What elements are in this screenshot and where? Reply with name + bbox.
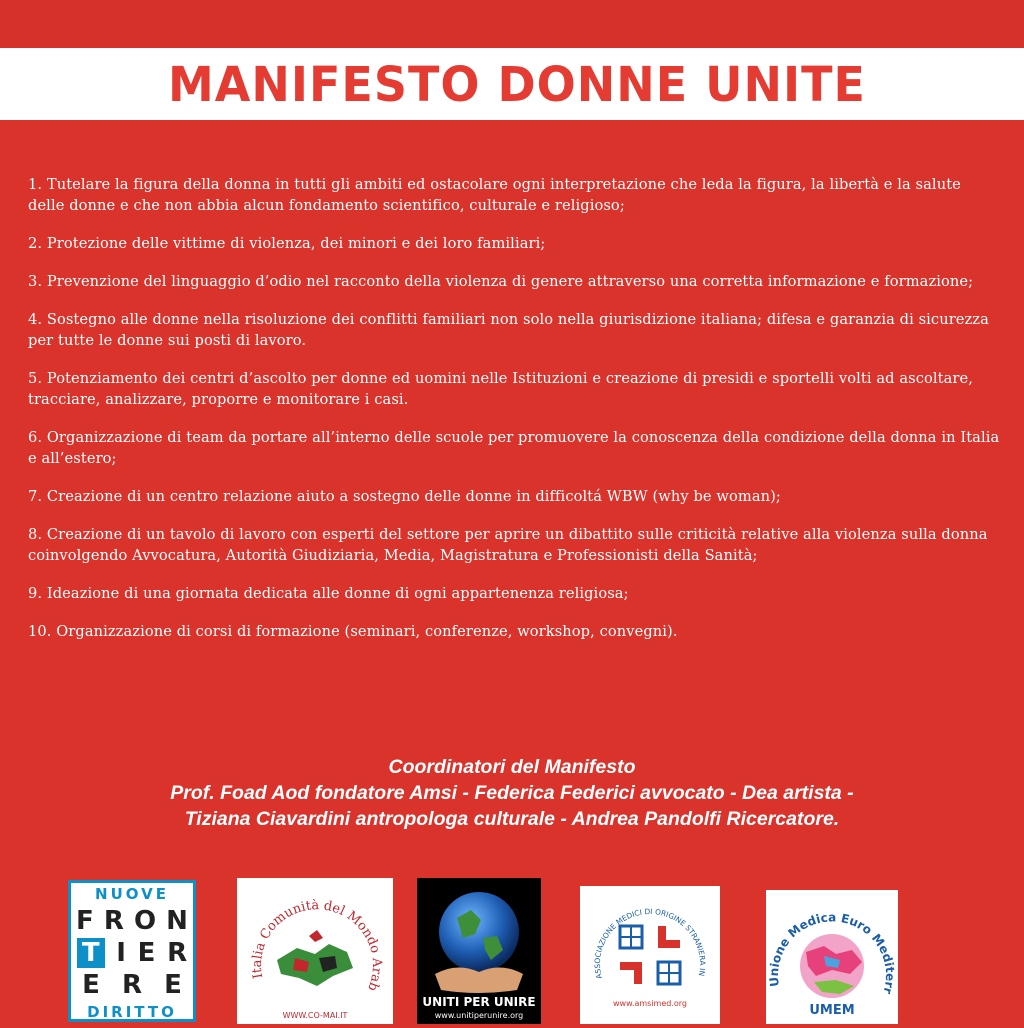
nf-letter: E <box>164 970 182 1000</box>
coordinators-block <box>0 754 1024 832</box>
list-item: 9. Ideazione di una giornata dedicata alle donne di ogni appartenenza religiosa; <box>28 585 629 602</box>
list-item: 2. Protezione delle vittime di violenza, dei minori e dei loro familiari; <box>28 235 546 252</box>
amsi-url: www.amsimed.org <box>613 999 687 1008</box>
uniti-url: www.unitiperunire.org <box>434 1011 524 1020</box>
umem-logo <box>766 890 898 1024</box>
coordinators-line-1: Prof. Foad Aod fondatore Amsi - Federica Federici avvocato - Dea artista - <box>170 782 854 804</box>
top-band <box>0 0 1024 48</box>
nuove-frontiere-logo <box>68 880 196 1022</box>
amsi-cross-icon <box>620 926 680 984</box>
list-item: 3. Prevenzione del linguaggio d’odio nel racconto della violenza di genere attraverso una corretta informazione e formazione; <box>28 273 974 290</box>
nf-letter: I <box>116 938 126 968</box>
amsi-logo <box>580 886 720 1024</box>
list-item: 5. Potenziamento dei centri d’ascolto per donne ed uomini nelle Istituzioni e creazione di presidi e sportelli volti ad ascoltare, tracciare, analizzare, proporre e monitorare i casi. <box>28 370 973 408</box>
list-item: 4. Sostegno alle donne nella risoluzione dei conflitti familiari non solo nella giurisdizione italiana; difesa e garanzia di sicurezza per tutte le donne sui posti di lavoro. <box>28 311 989 349</box>
uniti-per-unire-logo <box>417 878 541 1024</box>
nf-letter: O <box>133 906 157 936</box>
comunita-url: WWW.CO-MAI.IT <box>282 1011 348 1020</box>
logo-strip <box>0 872 1024 1024</box>
nf-top-text: NUOVE <box>95 885 169 903</box>
umem-arc-text: Unione Medica Euro Mediterr <box>766 910 898 996</box>
mediterranean-map-icon <box>800 934 864 998</box>
manifesto-list <box>28 174 1000 659</box>
comunita-arc-text: Italia Comunità del Mondo Arab <box>249 898 385 993</box>
list-item: 7. Creazione di un centro relazione aiuto a sostegno delle donne in difficoltá WBW (why be woman); <box>28 488 781 505</box>
coordinators-line-2: Tiziana Ciavardini antropologa culturale - Andrea Pandolfi Ricercatore. <box>184 808 840 830</box>
uniti-name: UNITI PER UNIRE <box>422 995 536 1009</box>
nf-bottom-text: DIRITTO <box>87 1003 177 1021</box>
nf-letter: R <box>167 938 188 968</box>
list-item: 6. Organizzazione di team da portare all’interno delle scuole per promuovere la conoscenza della condizione della donna in Italia e all’estero; <box>28 429 1000 467</box>
nf-letter: T <box>77 938 105 968</box>
comunita-mondo-arabo-logo <box>237 878 393 1024</box>
title-bar <box>0 48 1024 120</box>
amsi-arc-text: ASSOCIAZIONE MEDICI DI ORIGINE STRANIERA IN <box>592 906 708 980</box>
nf-letter: N <box>166 906 188 936</box>
nf-letter: E <box>137 938 156 968</box>
coordinators-heading: Coordinatori del Manifesto <box>388 756 636 778</box>
list-item: 1. Tutelare la figura della donna in tutti gli ambiti ed ostacolare ogni interpretazione che leda la figura, la libertà e la salute delle donne e che non abbia alcun fondamento scientifico, culturale e religioso; <box>28 176 961 214</box>
list-item: 10. Organizzazione di corsi di formazione (seminari, conferenze, workshop, convegni). <box>28 623 678 640</box>
list-item: 8. Creazione di un tavolo di lavoro con esperti del settore per aprire un dibattito sulle criticità relative alla violenza sulla donna coinvolgendo Avvocatura, Autorità Giudiziaria, Media, Magistratura e Professionisti della Sanità; <box>28 526 988 564</box>
nf-letter: E <box>82 970 100 1000</box>
nf-letter: F <box>76 906 94 936</box>
nf-letter: R <box>103 906 124 936</box>
nf-letter: R <box>121 970 142 1000</box>
svg-text:ASSOCIAZIONE MEDICI DI ORIGINE <box>580 886 707 980</box>
page-title: MANIFESTO DONNE UNITE <box>168 55 866 113</box>
earth-in-hands-icon <box>435 892 523 993</box>
arab-world-map-icon <box>277 930 353 986</box>
umem-abbr: UMEM <box>809 1003 855 1018</box>
